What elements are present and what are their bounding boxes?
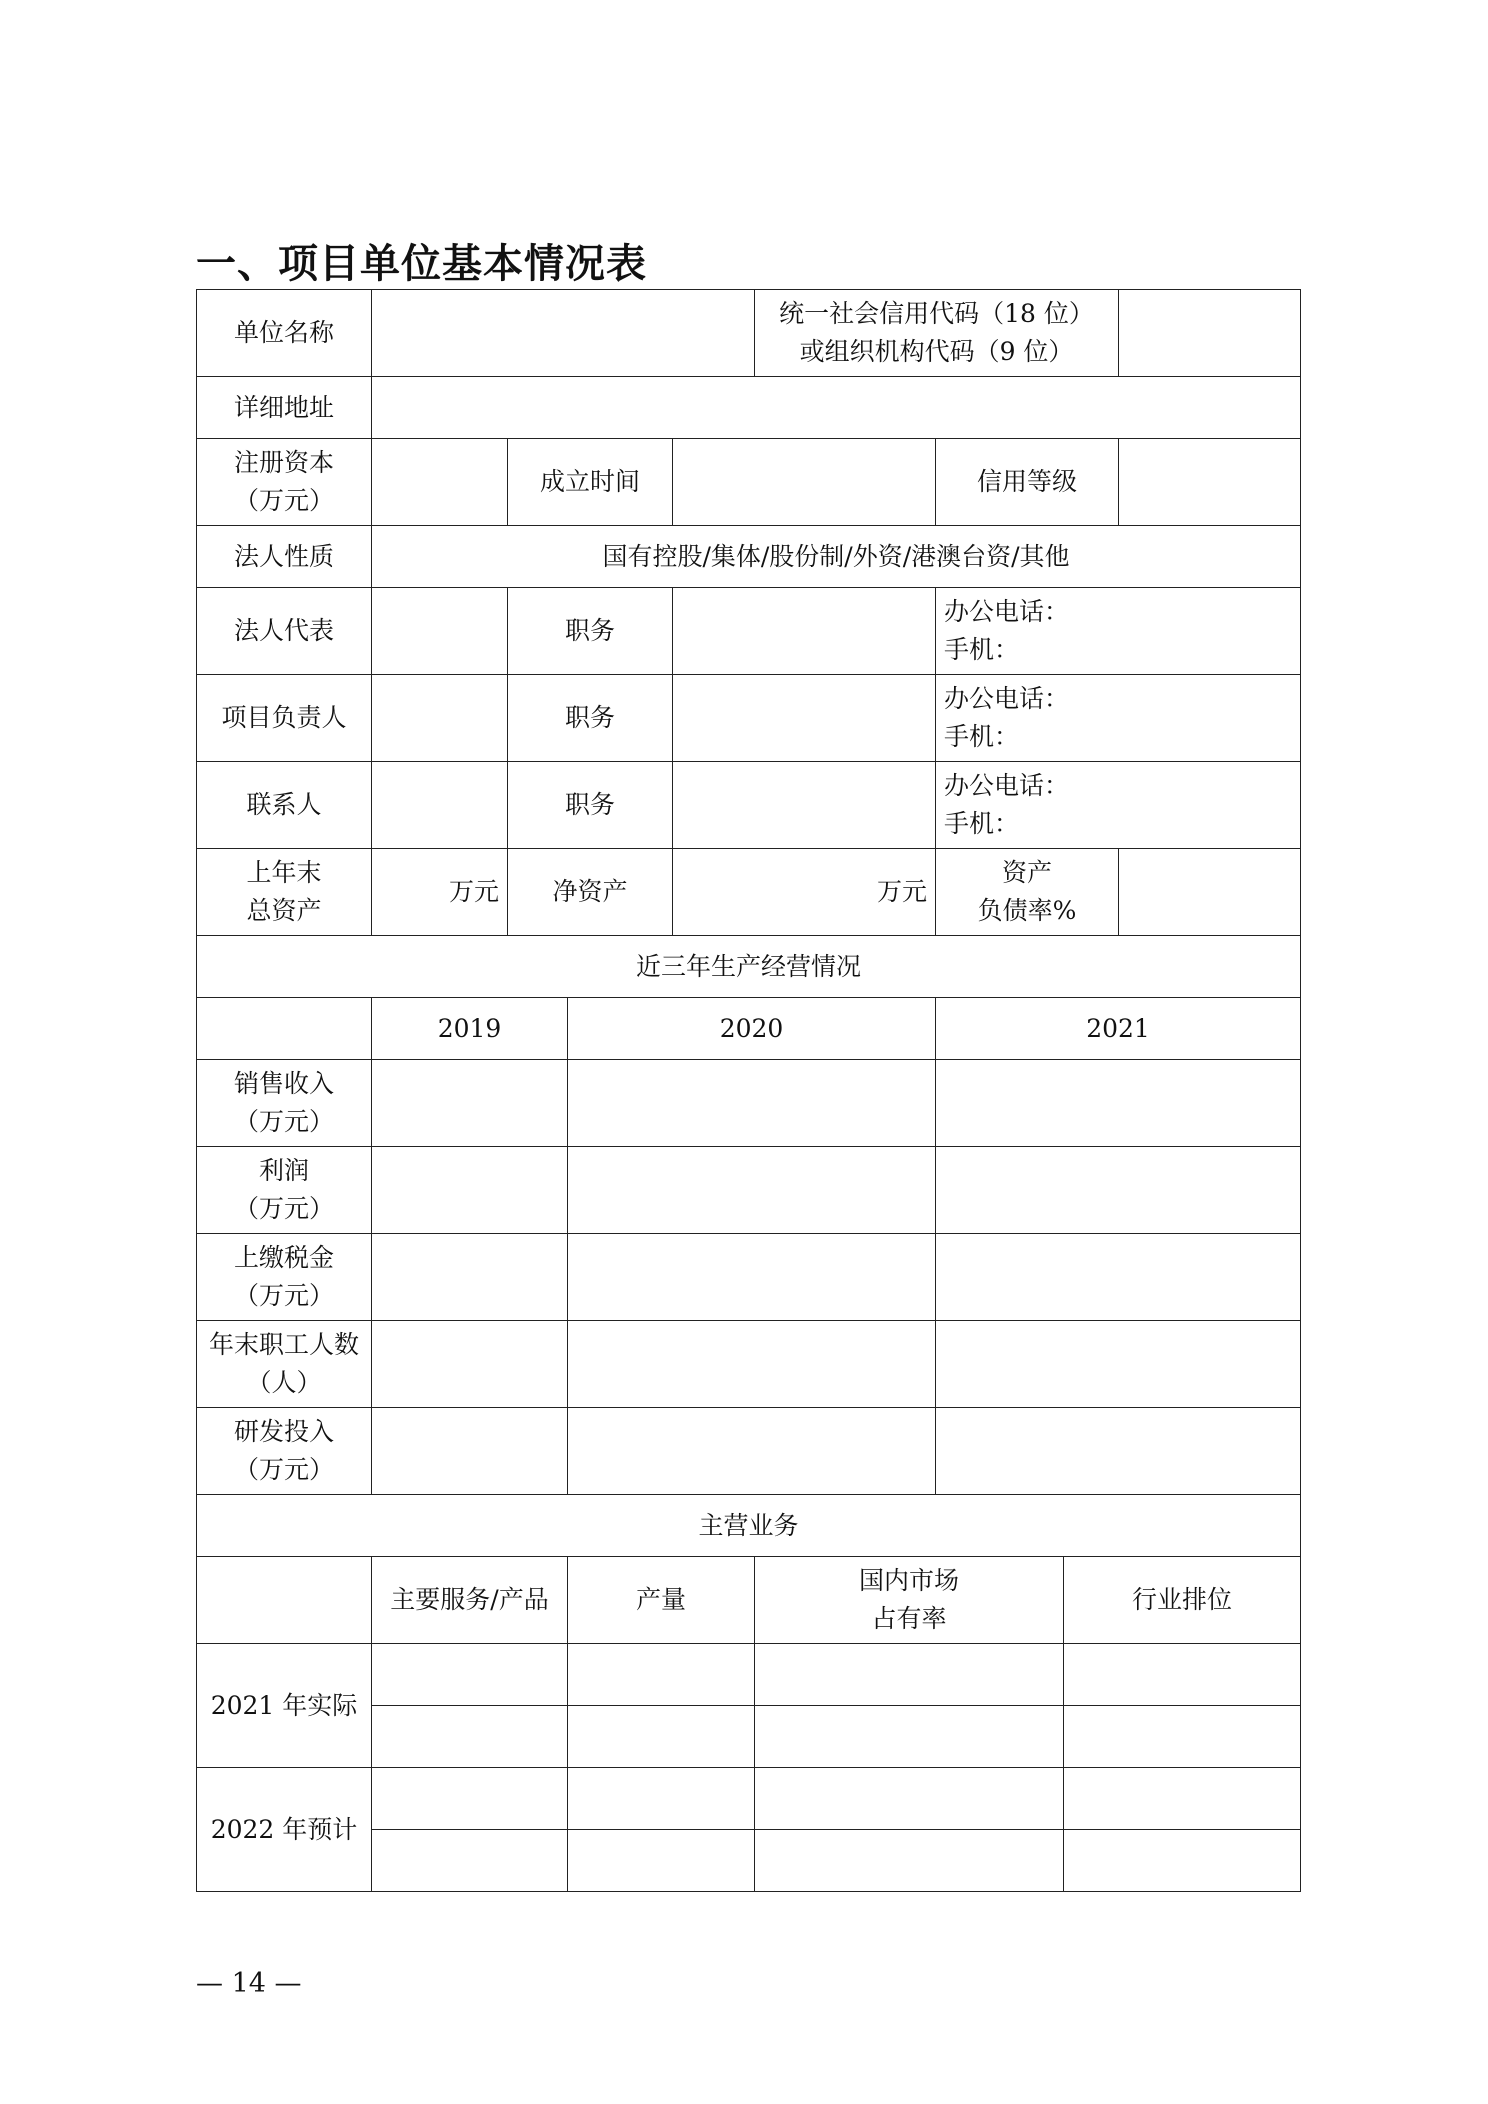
label-employees: 年末职工人数 （人） xyxy=(197,1321,372,1408)
label-address: 详细地址 xyxy=(197,377,372,439)
field-sales-2021[interactable] xyxy=(936,1060,1301,1147)
col-product: 主要服务/产品 xyxy=(372,1557,568,1644)
year-header: 2021 xyxy=(936,998,1301,1060)
field-legal-rep-phones[interactable]: 办公电话： 手机： xyxy=(936,588,1301,675)
field-tax-2019[interactable] xyxy=(372,1234,568,1321)
label-credit-code: 统一社会信用代码（18 位） 或组织机构代码（9 位） xyxy=(755,290,1119,377)
field-profit-2019[interactable] xyxy=(372,1147,568,1234)
field-established[interactable] xyxy=(673,439,936,526)
label-2021-actual: 2021 年实际 xyxy=(197,1644,372,1768)
row-2021-a xyxy=(197,1644,1301,1706)
field-2021-rank[interactable] xyxy=(1064,1644,1301,1706)
label-position: 职务 xyxy=(508,588,673,675)
row-2022-a xyxy=(197,1768,1301,1830)
row-capital xyxy=(197,439,1301,526)
field-2022-share[interactable] xyxy=(755,1830,1064,1892)
label-credit-rating: 信用等级 xyxy=(936,439,1119,526)
field-2022-rank[interactable] xyxy=(1064,1768,1301,1830)
col-market-share: 国内市场 占有率 xyxy=(755,1557,1064,1644)
label-profit: 利润 （万元） xyxy=(197,1147,372,1234)
row-project-lead xyxy=(197,675,1301,762)
ops-corner-cell xyxy=(197,998,372,1060)
field-2022-rank[interactable] xyxy=(1064,1830,1301,1892)
field-debt-ratio[interactable] xyxy=(1119,849,1301,936)
field-employees-2019[interactable] xyxy=(372,1321,568,1408)
row-assets xyxy=(197,849,1301,936)
label-contact-person: 联系人 xyxy=(197,762,372,849)
field-profit-2020[interactable] xyxy=(568,1147,936,1234)
page-number: — 14 — xyxy=(196,1968,302,1999)
field-2021-output[interactable] xyxy=(568,1644,755,1706)
row-legal-nature xyxy=(197,526,1301,588)
label-reg-capital: 注册资本 （万元） xyxy=(197,439,372,526)
row-years xyxy=(197,998,1301,1060)
label-tax: 上缴税金 （万元） xyxy=(197,1234,372,1321)
row-ops-rd xyxy=(197,1408,1301,1495)
field-unit-name[interactable] xyxy=(372,290,755,377)
business-corner-cell xyxy=(197,1557,372,1644)
field-2021-product[interactable] xyxy=(372,1706,568,1768)
year-header: 2019 xyxy=(372,998,568,1060)
unit-info-table xyxy=(196,289,1301,1892)
field-2021-share[interactable] xyxy=(755,1644,1064,1706)
row-ops-profit xyxy=(197,1147,1301,1234)
field-credit-code[interactable] xyxy=(1119,290,1301,377)
field-total-assets[interactable]: 万元 xyxy=(372,849,508,936)
field-2022-output[interactable] xyxy=(568,1830,755,1892)
label-legal-nature: 法人性质 xyxy=(197,526,372,588)
row-address xyxy=(197,377,1301,439)
row-legal-rep xyxy=(197,588,1301,675)
field-rd-2020[interactable] xyxy=(568,1408,936,1495)
field-legal-rep-position[interactable] xyxy=(673,588,936,675)
label-position: 职务 xyxy=(508,675,673,762)
field-net-assets[interactable]: 万元 xyxy=(673,849,936,936)
row-ops-sales xyxy=(197,1060,1301,1147)
row-unit-name xyxy=(197,290,1301,377)
label-position: 职务 xyxy=(508,762,673,849)
field-rd-2021[interactable] xyxy=(936,1408,1301,1495)
field-reg-capital[interactable] xyxy=(372,439,508,526)
field-2022-product[interactable] xyxy=(372,1768,568,1830)
field-contact-person[interactable] xyxy=(372,762,508,849)
field-sales-2019[interactable] xyxy=(372,1060,568,1147)
label-established: 成立时间 xyxy=(508,439,673,526)
field-legal-rep[interactable] xyxy=(372,588,508,675)
field-employees-2020[interactable] xyxy=(568,1321,936,1408)
field-2022-product[interactable] xyxy=(372,1830,568,1892)
label-project-lead: 项目负责人 xyxy=(197,675,372,762)
field-credit-rating[interactable] xyxy=(1119,439,1301,526)
business-heading: 主营业务 xyxy=(197,1495,1301,1557)
label-2022-forecast: 2022 年预计 xyxy=(197,1768,372,1892)
label-sales: 销售收入 （万元） xyxy=(197,1060,372,1147)
row-ops-tax xyxy=(197,1234,1301,1321)
year-header: 2020 xyxy=(568,998,936,1060)
unit-info-form xyxy=(196,289,1300,1892)
field-rd-2019[interactable] xyxy=(372,1408,568,1495)
label-unit-name: 单位名称 xyxy=(197,290,372,377)
row-contact xyxy=(197,762,1301,849)
field-sales-2020[interactable] xyxy=(568,1060,936,1147)
ops-heading: 近三年生产经营情况 xyxy=(197,936,1301,998)
label-rd: 研发投入 （万元） xyxy=(197,1408,372,1495)
field-2021-output[interactable] xyxy=(568,1706,755,1768)
field-profit-2021[interactable] xyxy=(936,1147,1301,1234)
row-ops-heading xyxy=(197,936,1301,998)
label-legal-rep: 法人代表 xyxy=(197,588,372,675)
page-title: 一、项目单位基本情况表 xyxy=(196,241,647,287)
field-2021-share[interactable] xyxy=(755,1706,1064,1768)
field-2021-product[interactable] xyxy=(372,1644,568,1706)
col-rank: 行业排位 xyxy=(1064,1557,1301,1644)
row-business-header xyxy=(197,1557,1301,1644)
field-2022-share[interactable] xyxy=(755,1768,1064,1830)
field-tax-2020[interactable] xyxy=(568,1234,936,1321)
row-ops-employees xyxy=(197,1321,1301,1408)
col-output: 产量 xyxy=(568,1557,755,1644)
field-tax-2021[interactable] xyxy=(936,1234,1301,1321)
field-address[interactable] xyxy=(372,377,1301,439)
legal-nature-options[interactable]: 国有控股/集体/股份制/外资/港澳台资/其他 xyxy=(372,526,1301,588)
field-project-lead-phones[interactable]: 办公电话： 手机： xyxy=(936,675,1301,762)
field-employees-2021[interactable] xyxy=(936,1321,1301,1408)
field-2022-output[interactable] xyxy=(568,1768,755,1830)
field-2021-rank[interactable] xyxy=(1064,1706,1301,1768)
field-project-lead-position[interactable] xyxy=(673,675,936,762)
field-contact-phones[interactable]: 办公电话： 手机： xyxy=(936,762,1301,849)
label-total-assets: 上年末 总资产 xyxy=(197,849,372,936)
field-contact-position[interactable] xyxy=(673,762,936,849)
label-debt-ratio: 资产 负债率% xyxy=(936,849,1119,936)
label-net-assets: 净资产 xyxy=(508,849,673,936)
field-project-lead[interactable] xyxy=(372,675,508,762)
row-business-heading xyxy=(197,1495,1301,1557)
